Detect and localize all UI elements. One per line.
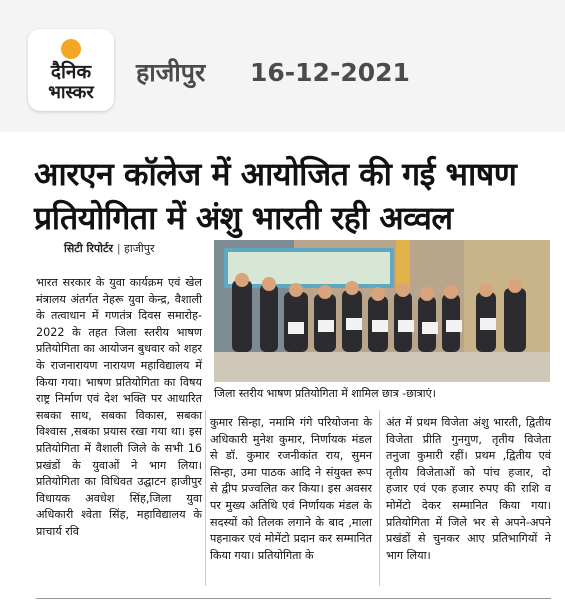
logo-text-line1: दैनिक (50, 61, 92, 83)
article-headline: आरएन कॉलेज में आयोजित की गई भाषण प्रतियोगिता में अंशु भारती रही अव्वल (34, 155, 517, 237)
event-photo (214, 240, 550, 382)
bottom-rule (36, 598, 551, 599)
byline-place: हाजीपुर (124, 242, 155, 255)
logo-text-line2: भास्कर (48, 82, 94, 103)
article-column-1: भारत सरकार के युवा कार्यक्रम एवं खेल मंत्रालय अंतर्गत नेहरू युवा केन्द्र, वैशाली के तत्वाधान में गणतंत्र दिवस समारोह- 2022 के तहत जिला स्तरीय भाषण प्रतियोगिता का आयोजन बुधवार को शहर के राजनारायण नारायण महाविद्यालय में किया गया। भाषण प्रतियोगिता का विषय राष्ट्र निर्माण एवं देश भक्ति पर आधारित सबका साथ, सबका विकास, सबका विश्वास ,सबका प्रयास रखा गया था। इस प्रतियोगिता में वैशाली जिले के सभी 16 प्रखंडों के युवाओं ने भाग लिया। प्रतियोगिता का विधिवत उद्घाटन हाजीपुर विधायक अवधेश सिंह,जिला युवा अधिकारी श्वेता सिंह, महाविद्यालय के प्राचार्य रवि (36, 276, 202, 538)
edition-date: 16-12-2021 (250, 58, 410, 87)
column-divider (205, 410, 206, 586)
article-column-3: अंत में प्रथम विजेता अंशु भारती, द्वितीय विजेता प्रीति गुनगुण, तृतीय विजेता तनुजा कुमारी रहीं। प्रथम ,द्वितीय एवं तृतीय विजेताओं को पांच हजार, दो हजार एवं एक हजार रुपए की राशि व मोमेंटो देकर सम्मानित किया गया। प्रतियोगिता में जिले भर से अपने-अपने प्रखंडों से चुनकर आए प्रतिभागियों ने भाग लिया। (386, 416, 551, 562)
dainik-bhaskar-logo[interactable] (28, 29, 114, 111)
group-photo-illustration (214, 240, 550, 382)
newspaper-header (0, 0, 565, 132)
sun-icon (61, 39, 81, 59)
edition-city: हाजीपुर (136, 58, 206, 87)
photo-caption: जिला स्तरीय भाषण प्रतियोगिता में शामिल छात्र -छात्राएं। (214, 387, 436, 400)
column-divider (379, 410, 380, 586)
article-byline: सिटी रिपोर्टर | हाजीपुर (64, 242, 155, 255)
article-column-2: कुमार सिन्हा, नमामि गंगे परियोजना के अधिकारी मुनेश कुमार, निर्णायक मंडल से डॉ. कुमार रजनीकांत राय, सुमन सिन्हा, उमा पाठक आदि ने संयुक्त रूप से द्वीप प्रज्वलित कर किया। इस अवसर पर मुख्य अतिथि एवं निर्णायक मंडल के सदस्यों को तिलक लगाने के बाद ,माला पहनाकर एवं मोमेंटो प्रदान कर सम्मानित किया गया। प्रतियोगिता के (210, 416, 372, 562)
byline-reporter: सिटी रिपोर्टर (64, 242, 113, 255)
